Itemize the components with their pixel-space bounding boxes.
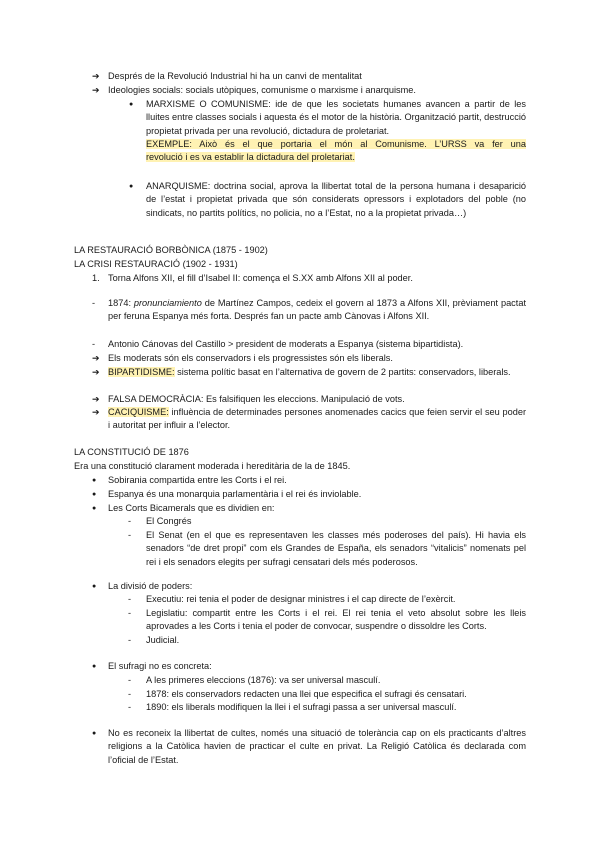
exemple-line-2: revolució i es va establir la dictadura del proletariat. — [146, 152, 355, 163]
heading-crisi: LA CRISI RESTAURACIÓ (1902 - 1931) — [74, 259, 238, 269]
corts-congres: El Congrés — [146, 516, 192, 526]
poder-judicial: Judicial. — [146, 635, 180, 645]
restauracio-canovas: Antonio Cánovas del Castillo > president de moderats a Espanya (sistema bipartidista). — [108, 339, 464, 349]
arrow-bullet-icon: ➔ — [92, 407, 100, 417]
sufragi-1878: 1878: els conservadors redacten una llei que especifica el sufragi és censatari. — [146, 689, 467, 699]
restauracio-moderats: Els moderats són els conservadors i els progressistes són els liberals. — [108, 353, 393, 363]
restauracio-bipartidisme: BIPARTIDISME: sistema polític basat en l’alternativa de govern de 2 partits: conservadors, liberals. — [108, 367, 511, 377]
constitucio-llibertat-cultes: No es reconeix la llibertat de cultes, només una situació de tolerància cap on els practicants d’altres religions a la Catòlica havien de practicar el culte en privat. La Religió Catòlica és declarada com l’oficial de l’Estat. — [108, 728, 526, 765]
arrow-bullet-icon: ➔ — [92, 85, 100, 95]
poder-legislatiu: Legislatiu: compartit entre les Corts i el rei. El rei tenia el veto absolut sobre les lleis aprovades a les Corts i tenia el poder de convocar, suspendre o dissoldre les Corts. — [146, 608, 526, 632]
arrow-bullet-icon: ➔ — [92, 353, 100, 363]
constitucio-sobirania: Sobirania compartida entre les Corts i el rei. — [108, 475, 287, 485]
arrow-bullet-icon: ➔ — [92, 394, 100, 404]
constitucio-intro: Era una constitució clarament moderada i hereditària de la de 1845. — [74, 461, 351, 471]
dot-bullet-icon: ● — [92, 491, 97, 498]
constitucio-divisio-poders: La divisió de poders: — [108, 581, 193, 591]
dot-bullet-icon: ● — [129, 183, 134, 190]
anarquisme-paragraph: ANARQUISME: doctrina social, aprova la llibertat total de la persona humana i desaparició de l’estat i propietat privada que són considerats opressors i explotadors del poble (no sindicats, no partits polítics, no policia, no a l’Estat, no a la propietat privada…) — [146, 181, 526, 218]
dash-bullet-icon: - — [128, 594, 132, 604]
dot-bullet-icon: ● — [92, 505, 97, 512]
sufragi-1876: A les primeres eleccions (1876): va ser universal masculí. — [146, 675, 381, 685]
dash-bullet-icon: - — [128, 635, 132, 645]
dot-bullet-icon: ● — [92, 730, 97, 737]
arrow-bullet-icon: ➔ — [92, 367, 100, 377]
dot-bullet-icon: ● — [129, 101, 134, 108]
dot-bullet-icon: ● — [92, 583, 97, 590]
heading-restauracio: LA RESTAURACIÓ BORBÒNICA (1875 - 1902) — [74, 245, 268, 255]
constitucio-monarquia: Espanya és una monarquia parlamentària i el rei és inviolable. — [108, 489, 362, 499]
dash-bullet-icon: - — [92, 298, 96, 308]
arrow-bullet-icon: ➔ — [92, 71, 100, 81]
top-line-2: Ideologies socials: socials utòpiques, comunisme o marxisme i anarquisme. — [108, 85, 416, 95]
top-line-1: Després de la Revolució Industrial hi ha un canvi de mentalitat — [108, 71, 362, 81]
constitucio-sufragi: El sufragi no es concreta: — [108, 661, 212, 671]
constitucio-corts: Les Corts Bicamerals que es dividien en: — [108, 503, 275, 513]
dash-bullet-icon: - — [128, 608, 132, 618]
sufragi-1890: 1890: els liberals modifiquen la llei i el sufragi passa a ser universal masculí. — [146, 702, 457, 712]
heading-constitucio: LA CONSTITUCIÓ DE 1876 — [74, 447, 189, 457]
dash-bullet-icon: - — [128, 530, 132, 540]
exemple-line-1: EXEMPLE: Això és el que portaria el món al Comunisme. L’URSS va fer una — [146, 139, 526, 149]
restauracio-1874: 1874: pronunciamiento de Martínez Campos, cedeix el govern al 1873 a Alfons XII, prèviament pactat per feruna Espanya més forta. Després fan un pacte amb Cànovas i Alfons XII. — [108, 298, 526, 322]
dash-bullet-icon: - — [92, 339, 96, 349]
restauracio-item-1: Torna Alfons XII, el fill d’Isabel II: comença el S.XX amb Alfons XII al poder. — [108, 273, 413, 283]
dot-bullet-icon: ● — [92, 663, 97, 670]
poder-executiu: Executiu: rei tenia el poder de designar ministres i el cap directe de l’exèrcit. — [146, 594, 456, 604]
restauracio-caciquisme: CACIQUISME: influència de determinades persones anomenades cacics que feien servir el seu poder i autoritat per influir a l’elector. — [108, 407, 526, 431]
dash-bullet-icon: - — [128, 689, 132, 699]
dash-bullet-icon: - — [128, 516, 132, 526]
corts-senat: El Senat (en el que es representaven les classes més poderoses del país). Hi havia els senadors “de dret propi” com els Grandes de España, els senadors “vitalicis” nomenats pel rei i els senadors elegits per sufragi censatari dels més poderosos. — [146, 530, 526, 567]
exemple-note — [146, 138, 526, 165]
marxisme-paragraph: MARXISME O COMUNISME: ide de que les societats humanes avancen a partir de les lluites entre classes socials i aquesta és el motor de la història. Organització partit, destrucció propietat privada per una revolució, dictadura de proletariat. — [146, 99, 526, 136]
dash-bullet-icon: - — [128, 702, 132, 712]
dash-bullet-icon: - — [128, 675, 132, 685]
list-number: 1. — [92, 273, 100, 283]
dot-bullet-icon: ● — [92, 477, 97, 484]
restauracio-falsa-democracia: FALSA DEMOCRÀCIA: Es falsifiquen les eleccions. Manipulació de vots. — [108, 394, 405, 404]
